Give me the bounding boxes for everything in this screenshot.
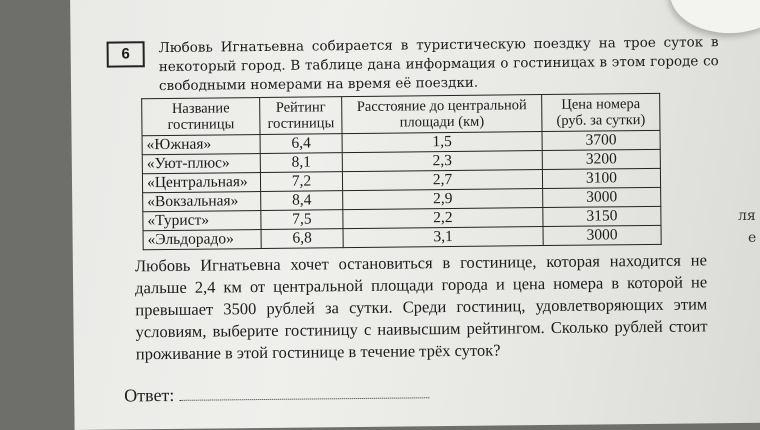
hotel-distance: 3,1 — [343, 227, 543, 248]
hotel-distance: 1,5 — [342, 132, 542, 153]
header-distance: Расстояние до центральной площади (км) — [342, 95, 542, 134]
hotel-price: 3000 — [543, 187, 661, 207]
hotel-name: «Эльдорадо» — [143, 230, 261, 250]
hotel-rating: 7,2 — [260, 172, 342, 192]
edge-fragment: е — [748, 230, 757, 246]
task-number: 6 — [107, 41, 145, 67]
edge-fragment: ля — [738, 208, 756, 224]
hotel-price: 3150 — [543, 206, 661, 226]
hotel-distance: 2,7 — [342, 170, 542, 191]
answer-label: Ответ: — [124, 384, 175, 406]
table-header-row — [142, 93, 660, 135]
task-question: Любовь Игнатьевна хочет остановиться в гостинице, которая находится не дальше 2,4 км от центральной площади города и цена номера в которой не превышает 3500 рублей за сутки. Среди гостиниц, удовлетворяющих этим условиям, выберите гостиницу с наивысшим рейтингом. Сколько рублей стоит проживание в этой гостинице в течение трёх суток? — [134, 250, 708, 364]
header-hotel-name: Название гостиницы — [142, 98, 260, 136]
hotel-price: 3100 — [542, 168, 660, 188]
hotel-rating: 6,8 — [261, 229, 343, 249]
table-row — [143, 225, 661, 249]
hotel-rating: 8,4 — [261, 191, 343, 211]
hotel-name: «Южная» — [142, 135, 260, 155]
hotel-rating: 8,1 — [260, 153, 342, 173]
answer-line[interactable] — [179, 383, 429, 401]
hotel-name: «Уют-плюс» — [142, 154, 260, 174]
hotel-rating: 7,5 — [261, 210, 343, 230]
answer-area[interactable] — [124, 382, 429, 406]
hotels-table — [141, 93, 662, 250]
worksheet-page — [70, 0, 760, 430]
hotel-distance: 2,2 — [343, 208, 543, 229]
hotel-distance: 2,3 — [342, 151, 542, 172]
task-intro: Любовь Игнатьевна собирается в туристическую поездку на трое суток в некоторый город. В таблице дана информация о гостиницах в этом городе со свободными номерами на время её поездки. — [158, 34, 719, 95]
header-rating: Рейтинг гостиницы — [260, 97, 342, 135]
hotel-name: «Вокзальная» — [143, 192, 261, 212]
hotel-price: 3700 — [542, 130, 660, 150]
hotel-price: 3000 — [543, 225, 661, 245]
hotel-name: «Турист» — [143, 211, 261, 231]
hotel-name: «Центральная» — [142, 173, 260, 193]
header-price: Цена номера (руб. за сутки) — [542, 93, 660, 131]
hotel-price: 3200 — [542, 149, 660, 169]
page-corner-curl — [670, 0, 760, 34]
hotel-rating: 6,4 — [260, 134, 342, 154]
hotel-distance: 2,9 — [343, 189, 543, 210]
